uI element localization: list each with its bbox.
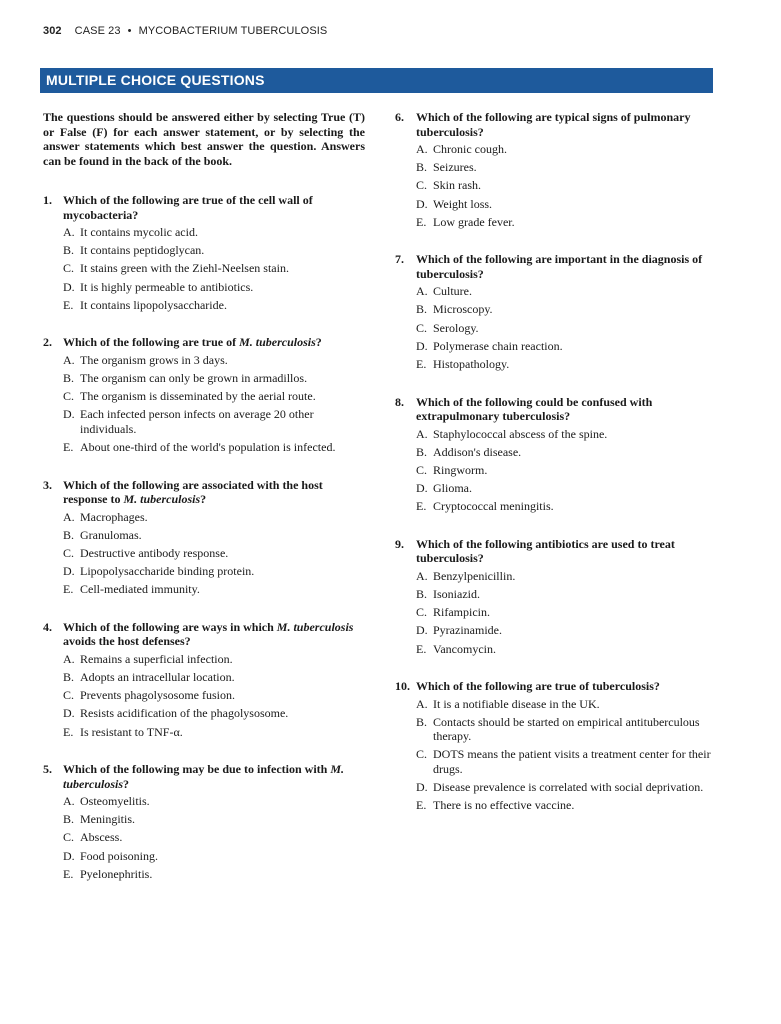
section-title: MULTIPLE CHOICE QUESTIONS	[46, 72, 265, 88]
question-text-end: ?	[315, 335, 322, 350]
option-letter: D.	[63, 279, 75, 294]
question-text-end: ?	[200, 492, 207, 506]
option-letter: C.	[63, 688, 75, 703]
option-text: DOTS means the patient visits a treatment center for their drugs.	[433, 747, 711, 776]
answer-options	[43, 794, 365, 881]
option-e	[63, 582, 365, 597]
option-letter: C.	[63, 389, 75, 404]
page-number: 302	[43, 25, 62, 37]
option-a	[416, 284, 717, 299]
option-letter: E.	[63, 724, 74, 739]
option-d	[416, 623, 717, 638]
option-text: The organism grows in 3 days.	[80, 352, 228, 367]
option-text: Disease prevalence is correlated with social deprivation.	[433, 780, 704, 795]
option-text: Lipopolysaccharide binding protein.	[80, 564, 255, 579]
option-c	[63, 389, 365, 404]
option-letter: B.	[63, 669, 75, 684]
instructions-paragraph: The questions should be answered either by selecting True (T) or False (F) for each answer statement, or by selecting the answer statements which best answer the question. Answers can be found in the back of the book.	[43, 110, 365, 168]
option-letter: B.	[63, 243, 75, 258]
option-b	[63, 371, 365, 386]
option-text: Adopts an intracellular location.	[80, 669, 235, 684]
organism-name: M. tuberculosis	[63, 762, 345, 791]
option-letter: C.	[416, 747, 428, 762]
question-text: Which of the following are important in the diagnosis of tuberculosis?	[416, 252, 703, 281]
option-e	[416, 357, 717, 372]
option-text: There is no effective vaccine.	[433, 798, 575, 813]
option-text: It contains peptidoglycan.	[80, 243, 205, 258]
option-a	[416, 142, 717, 157]
option-a	[63, 794, 365, 809]
option-text: Pyrazinamide.	[433, 623, 502, 638]
option-letter: C.	[63, 545, 75, 560]
section-banner	[40, 68, 713, 93]
question-text: Which of the following are true of tuberculosis?	[416, 679, 660, 693]
option-text: Granulomas.	[80, 527, 142, 542]
option-text: Rifampicin.	[433, 605, 490, 620]
option-letter: E.	[416, 499, 427, 514]
option-d	[63, 849, 365, 864]
answer-options	[43, 353, 365, 455]
option-letter: E.	[416, 214, 427, 229]
option-letter: B.	[63, 812, 75, 827]
option-a	[63, 652, 365, 667]
option-d	[416, 780, 717, 795]
organism-name: M. tuberculosis	[239, 335, 316, 350]
option-a	[416, 697, 717, 712]
option-text: Pyelonephritis.	[80, 866, 153, 881]
option-text: Is resistant to TNF-α.	[80, 724, 183, 739]
option-text: Microscopy.	[433, 302, 493, 317]
question-stem	[395, 110, 717, 139]
question-4	[43, 620, 365, 739]
option-letter: D.	[63, 407, 75, 422]
option-text: Addison's disease.	[433, 444, 522, 459]
option-c	[63, 546, 365, 561]
option-text: Each infected person infects on average 20 other individuals.	[80, 407, 314, 436]
option-d	[416, 481, 717, 496]
option-e	[416, 499, 717, 514]
option-text: The organism is disseminated by the aerial route.	[80, 389, 316, 404]
question-number: 1.	[43, 193, 52, 207]
option-b	[63, 670, 365, 685]
option-b	[416, 302, 717, 317]
running-header	[43, 25, 327, 37]
question-stem	[395, 537, 717, 566]
option-a	[416, 427, 717, 442]
question-stem	[43, 335, 365, 350]
option-letter: D.	[63, 706, 75, 721]
option-text: It contains mycolic acid.	[80, 225, 198, 239]
option-text: Contacts should be started on empirical antituberculous therapy.	[433, 714, 700, 744]
option-letter: D.	[416, 780, 428, 795]
option-text: It is highly permeable to antibiotics.	[80, 279, 254, 294]
option-e	[63, 725, 365, 740]
option-text: Cell-mediated immunity.	[80, 582, 200, 597]
option-text: Osteomyelitis.	[80, 794, 150, 808]
question-stem	[43, 762, 365, 791]
answer-options	[395, 284, 717, 371]
option-text: Weight loss.	[433, 196, 493, 211]
question-text: Which of the following are true of the cell wall of mycobacteria?	[63, 193, 313, 222]
option-letter: A.	[63, 509, 75, 524]
answer-options	[43, 225, 365, 312]
question-stem	[395, 679, 717, 694]
option-text: Cryptococcal meningitis.	[433, 499, 554, 514]
header-separator: •	[127, 25, 132, 37]
option-letter: B.	[416, 302, 428, 317]
option-letter: E.	[63, 866, 74, 881]
option-text: Remains a superficial infection.	[80, 651, 233, 666]
option-letter: D.	[416, 196, 428, 211]
option-text: Benzylpenicillin.	[433, 568, 516, 583]
option-a	[63, 353, 365, 368]
option-b	[63, 528, 365, 543]
option-letter: C.	[416, 462, 428, 477]
option-text: About one-third of the world's population is infected.	[80, 440, 336, 454]
question-text: Which of the following are true of	[63, 335, 240, 350]
left-column	[43, 110, 365, 904]
question-number: 5.	[43, 762, 52, 776]
option-text: Culture.	[433, 284, 472, 299]
question-number: 10.	[395, 679, 410, 693]
option-letter: E.	[63, 440, 74, 454]
option-c	[63, 688, 365, 703]
option-text: Staphylococcal abscess of the spine.	[433, 426, 608, 441]
question-text: Which of the following antibiotics are used to treat tuberculosis?	[416, 536, 675, 566]
option-letter: B.	[63, 527, 75, 542]
question-text-end: ?	[123, 776, 130, 791]
option-text: Chronic cough.	[433, 142, 507, 156]
answer-options	[43, 510, 365, 597]
option-letter: A.	[63, 651, 75, 666]
option-c	[416, 605, 717, 620]
option-e	[416, 798, 717, 813]
question-stem	[395, 252, 717, 281]
answer-options	[395, 697, 717, 813]
option-letter: E.	[416, 798, 427, 813]
option-text: Seizures.	[433, 160, 477, 175]
option-d	[63, 564, 365, 579]
option-text: Resists acidification of the phagolysosome.	[80, 706, 289, 721]
option-letter: E.	[416, 641, 427, 656]
option-letter: B.	[416, 160, 428, 175]
answer-options	[395, 569, 717, 656]
question-8	[395, 395, 717, 514]
option-e	[63, 867, 365, 882]
option-letter: D.	[416, 481, 428, 496]
answer-options	[395, 142, 717, 229]
question-10	[395, 679, 717, 813]
option-d	[63, 407, 365, 436]
question-text: Which of the following could be confused with extrapulmonary tuberculosis?	[416, 394, 653, 423]
option-text: Histopathology.	[433, 357, 510, 371]
question-1	[43, 193, 365, 312]
option-letter: B.	[416, 586, 428, 601]
option-letter: D.	[63, 564, 75, 579]
option-c	[416, 747, 717, 776]
question-3	[43, 478, 365, 597]
option-text: It is a notifiable disease in the UK.	[433, 696, 600, 711]
option-letter: A.	[416, 426, 428, 441]
option-text: Ringworm.	[433, 462, 488, 477]
question-5	[43, 762, 365, 881]
question-7	[395, 252, 717, 371]
option-letter: A.	[416, 142, 428, 156]
question-number: 4.	[43, 619, 52, 634]
option-text: It contains lipopolysaccharide.	[80, 297, 227, 312]
option-text: Skin rash.	[433, 178, 481, 193]
question-9	[395, 537, 717, 656]
option-text: It stains green with the Ziehl-Neelsen stain.	[80, 261, 289, 276]
option-text: Polymerase chain reaction.	[433, 338, 563, 353]
option-letter: C.	[416, 605, 428, 620]
option-letter: A.	[63, 225, 75, 239]
option-b	[63, 243, 365, 258]
option-c	[63, 261, 365, 276]
option-text: Isoniazid.	[433, 586, 480, 601]
option-letter: A.	[416, 696, 428, 711]
option-c	[63, 830, 365, 845]
question-stem	[43, 620, 365, 649]
option-letter: D.	[416, 623, 428, 638]
option-text: Vancomycin.	[433, 641, 496, 656]
option-text: Abscess.	[80, 830, 123, 845]
option-b	[416, 715, 717, 744]
question-text: Which of the following are associated with the host response to	[63, 477, 323, 506]
option-d	[63, 280, 365, 295]
option-letter: E.	[63, 582, 74, 597]
option-text: Macrophages.	[80, 509, 148, 524]
option-c	[416, 321, 717, 336]
option-text: Serology.	[433, 320, 479, 335]
option-letter: A.	[63, 794, 75, 808]
question-number: 9.	[395, 536, 404, 551]
answer-options	[395, 427, 717, 514]
option-b	[416, 160, 717, 175]
question-text: Which of the following are typical signs of pulmonary tuberculosis?	[416, 110, 691, 139]
option-text: The organism can only be grown in armadillos.	[80, 370, 308, 385]
option-letter: A.	[416, 284, 428, 299]
option-c	[416, 178, 717, 193]
option-e	[416, 215, 717, 230]
question-text: Which of the following are ways in which	[63, 619, 277, 634]
option-d	[416, 197, 717, 212]
option-letter: E.	[416, 357, 427, 371]
question-2	[43, 335, 365, 454]
question-stem	[43, 478, 365, 507]
organism-name: M. tuberculosis	[123, 492, 201, 506]
question-number: 3.	[43, 477, 52, 492]
option-text: Prevents phagolysosome fusion.	[80, 688, 235, 703]
option-text: Food poisoning.	[80, 848, 159, 863]
right-column	[395, 110, 717, 836]
option-e	[416, 642, 717, 657]
option-b	[416, 587, 717, 602]
option-letter: E.	[63, 297, 74, 312]
option-a	[63, 510, 365, 525]
option-letter: C.	[63, 261, 75, 276]
question-number: 6.	[395, 110, 404, 124]
question-text: Which of the following may be due to infection with	[63, 762, 331, 776]
question-stem	[395, 395, 717, 424]
option-letter: A.	[416, 568, 428, 583]
option-text: Destructive antibody response.	[80, 545, 229, 560]
case-label: CASE 23	[74, 25, 121, 37]
question-text-end: avoids the host defenses?	[63, 634, 191, 649]
option-e	[63, 298, 365, 313]
option-letter: B.	[63, 370, 75, 385]
option-letter: C.	[416, 178, 428, 193]
question-number: 2.	[43, 335, 52, 350]
option-letter: B.	[416, 714, 428, 729]
option-letter: C.	[63, 830, 75, 845]
option-a	[63, 225, 365, 240]
option-letter: C.	[416, 320, 428, 335]
question-number: 8.	[395, 394, 404, 409]
option-c	[416, 463, 717, 478]
option-letter: B.	[416, 444, 428, 459]
question-number: 7.	[395, 252, 404, 267]
answer-options	[43, 652, 365, 739]
option-b	[416, 445, 717, 460]
option-text: Meningitis.	[80, 812, 136, 827]
option-text: Low grade fever.	[433, 214, 515, 229]
option-a	[416, 569, 717, 584]
option-d	[416, 339, 717, 354]
option-letter: D.	[63, 848, 75, 863]
question-6	[395, 110, 717, 229]
option-b	[63, 812, 365, 827]
organism-name: M. tuberculosis	[276, 619, 354, 634]
question-stem	[43, 193, 365, 222]
option-letter: A.	[63, 352, 75, 367]
option-text: Glioma.	[433, 481, 472, 496]
option-d	[63, 706, 365, 721]
option-e	[63, 440, 365, 455]
case-title: MYCOBACTERIUM TUBERCULOSIS	[138, 25, 328, 37]
option-letter: D.	[416, 338, 428, 353]
